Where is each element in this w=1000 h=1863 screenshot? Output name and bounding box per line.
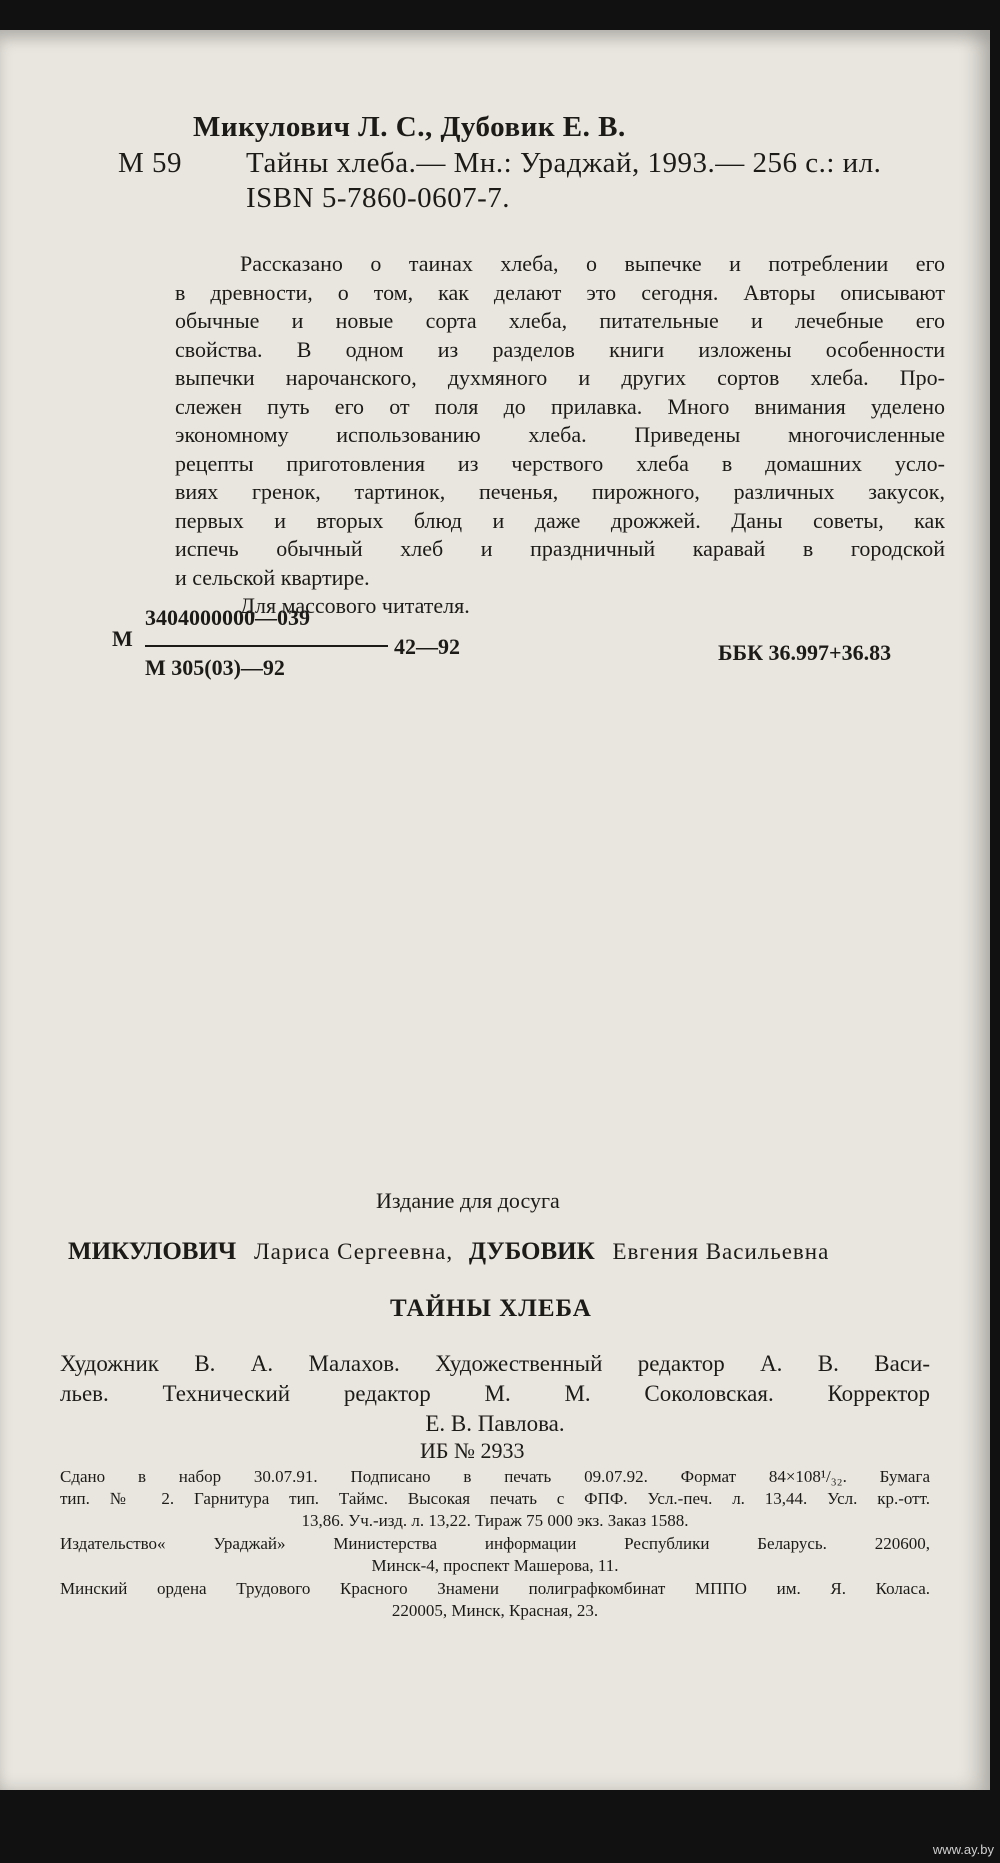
cipher-numerator: 3404000000—039 [145, 605, 310, 630]
publisher-info [60, 1533, 930, 1577]
edition-type: Издание для досуга [376, 1188, 560, 1213]
book-title: ТАЙНЫ ХЛЕБА [390, 1295, 592, 1322]
annotation-line: Рассказано о таинах хлеба, о выпечке и потреблении его [240, 251, 945, 276]
printer-info [60, 1578, 930, 1622]
print-line: Сдано в набор 30.07.91. Подписано в печать 09.07.92. Формат 84×108¹/₃₂. Бумага [60, 1467, 930, 1486]
credits-line: льев. Технический редактор М. М. Соколовская. Корректор [60, 1381, 930, 1406]
author1-surname: МИКУЛОВИЧ [68, 1238, 237, 1265]
catalog-code: М 59 [118, 147, 183, 179]
printer-line: 220005, Минск, Красная, 23. [391, 1601, 599, 1620]
cipher-suffix: 42—92 [394, 634, 460, 659]
ib-number: ИБ № 2933 [420, 1438, 525, 1463]
authors-full [68, 1238, 829, 1266]
isbn: ISBN 5-7860-0607-7. [246, 182, 511, 214]
annotation-line: экономному использованию хлеба. Приведены многочисленные [175, 422, 945, 447]
title-line: Тайны хлеба.— Мн.: Ураджай, 1993.— 256 с.: ил. [246, 147, 882, 179]
print-line: тип. № 2. Гарнитура тип. Таймс. Высокая печать с ФПФ. Усл.-печ. л. 13,44. Усл. кр.-отт. [60, 1489, 930, 1508]
annotation-line: выпечки нарочанского, духмяного и других сортов хлеба. Про- [175, 365, 945, 390]
annotation-line: и сельской квартире. [175, 564, 370, 590]
credits-line: Художник В. А. Малахов. Художественный редактор А. В. Васи- [60, 1351, 930, 1376]
annotation-line: обычные и новые сорта хлеба, питательные и лечебные его [175, 308, 945, 333]
publisher-line: Минск-4, проспект Машерова, 11. [371, 1556, 619, 1575]
printer-line: Минский ордена Трудового Красного Знамени полиграфкомбинат МППО им. Я. Коласа. [60, 1579, 930, 1598]
author1-name: Лариса Сергеевна, [254, 1239, 454, 1264]
annotation-line: в древности, о том, как делают это сегодня. Авторы описывают [175, 279, 945, 305]
audience-note: Для массового читателя. [240, 593, 470, 618]
author2-name: Евгения Васильевна [612, 1239, 830, 1264]
annotation [175, 250, 945, 621]
cipher-fraction-line [145, 645, 388, 647]
annotation-line: свойства. В одном из разделов книги изложены особенности [175, 336, 945, 362]
annotation-line: виях гренок, тартинок, печенья, пирожного, различных закусок, [175, 479, 945, 504]
bbk-code: ББК 36.997+36.83 [718, 640, 892, 665]
annotation-line: испечь обычный хлеб и праздничный каравай в городской [175, 536, 945, 561]
author2-surname: ДУБОВИК [468, 1238, 595, 1265]
cipher-letter: М [112, 626, 133, 651]
watermark: www.ay.by [932, 1842, 994, 1857]
authors-line: Микулович Л. С., Дубовик Е. В. [193, 111, 626, 143]
print-line: 13,86. Уч.-изд. л. 13,22. Тираж 75 000 экз. Заказ 1588. [301, 1511, 689, 1530]
annotation-line: слежен путь его от поля до прилавка. Много внимания уделено [175, 393, 945, 419]
cipher-denominator: М 305(03)—92 [145, 655, 285, 680]
annotation-line: рецепты приготовления из черствого хлеба в домашних усло- [175, 450, 945, 476]
annotation-line: первых и вторых блюд и даже дрожжей. Даны советы, как [175, 507, 945, 533]
credits [60, 1349, 930, 1439]
print-details [60, 1466, 930, 1532]
publisher-line: Издательство« Ураджай» Министерства информации Республики Беларусь. 220600, [60, 1534, 930, 1553]
credits-line: Е. В. Павлова. [425, 1411, 565, 1436]
